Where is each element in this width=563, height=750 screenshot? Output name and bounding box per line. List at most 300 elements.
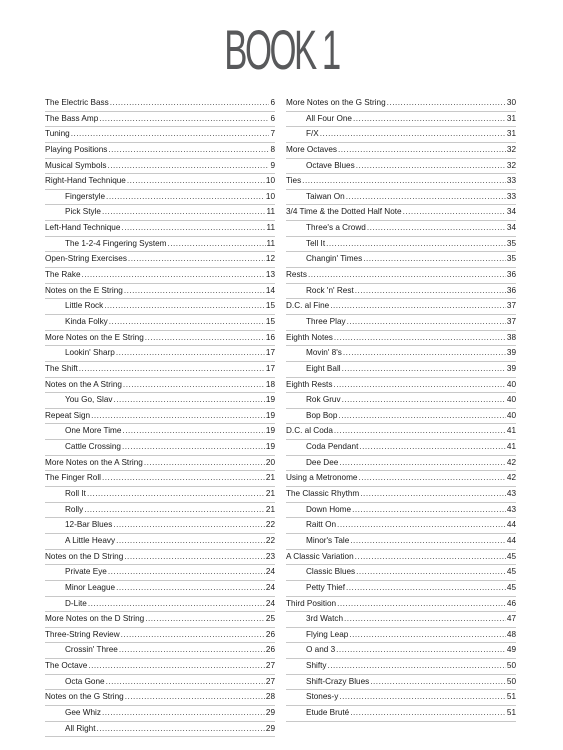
toc-entry-page-number: 34 [506,207,516,217]
toc-entry-page-number: 12 [265,254,275,264]
toc-entry[interactable] [45,331,275,347]
toc-entry[interactable] [45,378,275,394]
toc-entry-title: D.C. al Coda [286,426,333,436]
toc-entry[interactable] [286,643,516,659]
toc-entry-title: One More Time [65,426,122,436]
toc-entry-title: The Octave [45,661,88,671]
toc-entry-page-number: 40 [506,379,516,389]
toc-entry-page-number: 17 [265,363,275,373]
dot-leader [334,424,506,439]
toc-entry-page-number: 31 [506,113,516,123]
toc-entry-page-number: 17 [265,348,275,358]
dot-leader [102,706,265,721]
toc-entry-page-number: 13 [265,270,275,280]
toc-entry-title: The 1-2-4 Fingering System [65,238,167,248]
toc-entry[interactable] [286,299,516,315]
toc-entry-page-number: 10 [265,191,275,201]
toc-entry-title: Dee Dee [306,457,339,467]
dot-leader [334,331,506,346]
toc-entry[interactable] [45,659,275,675]
dot-leader [308,268,506,283]
toc-entry[interactable] [286,362,516,378]
toc-entry-page-number: 37 [506,301,516,311]
dot-leader [116,346,265,361]
toc-entry[interactable] [45,690,275,706]
toc-entry-title: More Notes on the D String [45,614,145,624]
toc-entry-title: Roll It [65,489,86,499]
toc-entry[interactable] [286,440,516,456]
toc-entry[interactable] [286,378,516,394]
dot-leader [336,643,506,658]
dot-leader [359,440,506,455]
toc-entry-title: Musical Symbols [45,160,107,170]
dot-leader [358,471,505,486]
toc-entry-title: 3rd Watch [306,614,344,624]
toc-entry[interactable] [286,503,516,519]
toc-entry-page-number: 37 [506,316,516,326]
dot-leader [344,612,506,627]
toc-entry-page-number: 34 [506,223,516,233]
toc-entry[interactable] [45,565,275,581]
dot-leader [99,112,269,127]
dot-leader [116,534,265,549]
toc-entry-title: Classic Blues [306,567,356,577]
toc-entry-page-number: 29 [265,707,275,717]
toc-entry-page-number: 45 [506,567,516,577]
toc-entry-title: All Right [65,723,96,733]
toc-entry-page-number: 18 [265,379,275,389]
toc-entry-page-number: 26 [265,629,275,639]
toc-entry-page-number: 24 [265,567,275,577]
toc-entry-page-number: 47 [506,614,516,624]
dot-leader [121,221,265,236]
dot-leader [104,299,265,314]
toc-entry[interactable] [286,471,516,487]
toc-entry-page-number: 11 [266,223,275,233]
dot-leader [387,96,506,111]
toc-entry-page-number: 19 [265,395,275,405]
toc-entry-title: All Four One [306,113,352,123]
toc-entry-title: The Classic Rhythm [286,489,360,499]
toc-entry[interactable] [286,127,516,143]
toc-entry[interactable] [286,690,516,706]
toc-entry-title: Rolly [65,504,84,514]
toc-entry[interactable] [45,550,275,566]
dot-leader [370,675,506,690]
dot-leader [125,690,265,705]
toc-entry[interactable] [45,581,275,597]
toc-entry[interactable] [286,550,516,566]
toc-entry[interactable] [45,174,275,190]
toc-entry-page-number: 43 [506,504,516,514]
toc-entry-title: Minor League [65,582,116,592]
toc-entry-page-number: 26 [265,645,275,655]
toc-entry-title: The Rake [45,270,81,280]
toc-entry[interactable] [286,96,516,112]
toc-entry-page-number: 19 [265,442,275,452]
toc-entry[interactable] [286,534,516,550]
dot-leader [128,252,265,267]
toc-entry[interactable] [45,612,275,628]
toc-entry-title: Octa Gone [65,676,105,686]
toc-entry[interactable] [45,346,275,362]
toc-entry-page-number: 11 [266,207,275,217]
toc-entry[interactable] [45,315,275,331]
dot-leader [79,362,265,377]
dot-leader [355,284,506,299]
toc-entry[interactable] [286,675,516,691]
toc-entry-title: Changin' Times [306,254,363,264]
toc-entry[interactable] [286,237,516,253]
toc-entry[interactable] [45,268,275,284]
dot-leader [347,315,506,330]
dot-leader [122,424,264,439]
dot-leader [346,190,506,205]
toc-entry[interactable] [45,143,275,159]
toc-entry-title: Using a Metronome [286,473,358,483]
toc-entry-page-number: 42 [506,457,516,467]
toc-entry-title: Notes on the A String [45,379,122,389]
toc-entry-page-number: 38 [506,332,516,342]
toc-entry[interactable] [45,190,275,206]
toc-entry[interactable] [45,409,275,425]
toc-entry-title: Third Position [286,598,337,608]
toc-entry-page-number: 19 [265,426,275,436]
toc-entry-page-number: 35 [506,238,516,248]
toc-entry[interactable] [286,190,516,206]
toc-entry[interactable] [286,205,516,221]
toc-entry-page-number: 30 [506,98,516,107]
dot-leader [127,174,265,189]
toc-entry-title: Open-String Exercises [45,254,127,264]
toc-entry-page-number: 46 [506,598,516,608]
toc-entry-page-number: 21 [265,504,275,514]
toc-entry[interactable] [286,424,516,440]
dot-leader [339,690,506,705]
toc-entry-title: Fingerstyle [65,191,106,201]
toc-entry-title: Cattle Crossing [65,442,121,452]
toc-entry[interactable] [286,284,516,300]
dot-leader [108,565,265,580]
toc-entry[interactable] [45,96,275,112]
toc-entry-title: Three's a Crowd [306,223,366,233]
dot-leader [116,581,265,596]
toc-entry[interactable] [45,503,275,519]
toc-entry-title: Etude Bruté [306,707,350,717]
toc-entry-title: Notes on the G String [45,692,124,702]
dot-leader [339,456,506,471]
dot-leader [145,612,265,627]
toc-entry-title: Rests [286,270,307,280]
toc-entry[interactable] [45,643,275,659]
toc-entry[interactable] [286,252,516,268]
toc-entry-page-number: 43 [506,489,516,499]
toc-entry[interactable] [45,706,275,722]
toc-entry-title: Pick Style [65,207,101,217]
toc-entry-page-number: 11 [266,238,275,248]
toc-entry[interactable] [286,346,516,362]
dot-leader [337,597,506,612]
toc-entry[interactable] [286,581,516,597]
toc-entry-title: Petty Thief [306,582,345,592]
dot-leader [338,143,506,158]
toc-entry-page-number: 40 [506,410,516,420]
toc-entry-page-number: 27 [265,676,275,686]
dot-leader [121,628,265,643]
dot-leader [106,190,265,205]
toc-entry-page-number: 41 [506,442,516,452]
toc-entry-title: Gee Whiz [65,707,101,717]
dot-leader [144,456,265,471]
toc-entry[interactable] [45,237,275,253]
toc-entry-title: Stones-y [306,692,339,702]
dot-leader [350,706,506,721]
toc-entry[interactable] [45,487,275,503]
toc-entry-title: Bop Bop [306,410,338,420]
dot-leader [84,503,265,518]
toc-entry-title: The Finger Roll [45,473,101,483]
toc-entry[interactable] [286,612,516,628]
toc-entry-page-number: 19 [265,410,275,420]
dot-leader [353,112,506,127]
dot-leader [343,346,506,361]
toc-entry[interactable] [45,112,275,128]
toc-entry-title: Left-Hand Technique [45,223,121,233]
dot-leader [302,174,506,189]
toc-entry-title: Shift-Crazy Blues [306,676,370,686]
toc-entry-title: Octave Blues [306,160,355,170]
toc-entry-title: Right-Hand Technique [45,176,126,186]
toc-entry-page-number: 51 [506,692,516,702]
toc-entry-page-number: 25 [265,614,275,624]
dot-leader [110,96,270,111]
toc-entry[interactable] [45,393,275,409]
toc-entry[interactable] [45,440,275,456]
toc-entry[interactable] [45,284,275,300]
toc-entry-page-number: 6 [270,113,275,123]
toc-entry[interactable] [286,112,516,128]
toc-entry-page-number: 20 [265,457,275,467]
toc-entry-title: The Shift [45,363,78,373]
toc-entry[interactable] [45,159,275,175]
toc-entry-title: Taiwan On [306,191,345,201]
dot-leader [327,659,505,674]
toc-entry-title: Tell It [306,238,326,248]
page-title: BOOK 1 [224,18,339,81]
toc-entry[interactable] [286,174,516,190]
toc-entry[interactable] [45,205,275,221]
toc-entry-page-number: 36 [506,285,516,295]
toc-entry-title: Ties [286,176,302,186]
toc-entry[interactable] [286,159,516,175]
dot-leader [330,299,506,314]
toc-entry[interactable] [45,518,275,534]
toc-entry-title: Lookin' Sharp [65,348,115,358]
dot-leader [102,205,266,220]
dot-leader [337,518,506,533]
dot-leader [102,471,265,486]
toc-entry-page-number: 45 [506,582,516,592]
toc-entry-title: Notes on the E String [45,285,123,295]
dot-leader [350,534,506,549]
dot-leader [333,378,505,393]
toc-entry-page-number: 15 [265,301,275,311]
toc-entry[interactable] [45,597,275,613]
toc-entry-title: A Classic Variation [286,551,354,561]
toc-entry-page-number: 21 [265,473,275,483]
toc-entry[interactable] [45,456,275,472]
toc-entry[interactable] [45,127,275,143]
dot-leader [349,628,506,643]
toc-entry[interactable] [286,659,516,675]
toc-entry-page-number: 15 [265,316,275,326]
dot-leader [356,565,506,580]
toc-entry-title: D-Lite [65,598,87,608]
dot-leader [355,550,506,565]
dot-leader [88,659,265,674]
toc-entry[interactable] [286,456,516,472]
toc-entry-title: D.C. al Fine [286,301,330,311]
toc-entry[interactable] [286,518,516,534]
dot-leader [360,487,506,502]
toc-entry-page-number: 36 [506,270,516,280]
toc-entry-title: F/X [306,129,319,139]
toc-entry[interactable] [45,471,275,487]
toc-entry[interactable] [45,628,275,644]
toc-entry-title: Shifty [306,661,327,671]
toc-entry-title: Playing Positions [45,144,108,154]
dot-leader [107,159,269,174]
toc-entry-page-number: 51 [506,707,516,717]
toc-entry[interactable] [286,143,516,159]
toc-entry[interactable] [45,221,275,237]
toc-entry[interactable] [286,597,516,613]
toc-entry-page-number: 49 [506,645,516,655]
toc-entry-title: Three-String Review [45,629,120,639]
toc-entry-page-number: 14 [265,285,275,295]
dot-leader [114,393,265,408]
dot-leader [109,315,265,330]
toc-entry-page-number: 31 [506,129,516,139]
toc-entry-title: More Notes on the G String [286,98,386,107]
toc-entry-title: Eighth Rests [286,379,333,389]
dot-leader [91,409,265,424]
toc-entry-title: Little Rock [65,301,104,311]
toc-entry[interactable] [286,409,516,425]
toc-entry-page-number: 41 [506,426,516,436]
toc-entry-page-number: 28 [265,692,275,702]
dot-leader [363,252,506,267]
toc-entry-title: Raitt On [306,520,337,530]
toc-right-column [286,96,516,722]
toc-entry-title: Down Home [306,504,352,514]
dot-leader [342,393,506,408]
toc-entry-page-number: 42 [506,473,516,483]
toc-entry[interactable] [45,252,275,268]
dot-leader [320,127,506,142]
dot-leader [88,597,265,612]
toc-entry-title: You Go, Slav [65,395,113,405]
toc-entry-title: 3/4 Time & the Dotted Half Note [286,207,402,217]
toc-entry-page-number: 32 [506,160,516,170]
dot-leader [71,127,270,142]
toc-entry-title: A Little Heavy [65,535,116,545]
dot-leader [97,722,265,737]
toc-entry[interactable] [286,628,516,644]
toc-entry-title: Coda Pendant [306,442,359,452]
toc-entry-page-number: 44 [506,520,516,530]
toc-entry[interactable] [45,362,275,378]
toc-entry-page-number: 29 [265,723,275,733]
toc-entry-title: Kinda Folky [65,316,108,326]
toc-entry[interactable] [45,424,275,440]
toc-entry[interactable] [286,221,516,237]
toc-entry[interactable] [286,315,516,331]
toc-entry[interactable] [45,299,275,315]
toc-entry-title: Tuning [45,129,70,139]
toc-entry-page-number: 33 [506,176,516,186]
dot-leader [367,221,506,236]
dot-leader [119,643,265,658]
toc-entry-page-number: 22 [265,535,275,545]
dot-leader [403,205,506,220]
toc-entry[interactable] [286,565,516,581]
dot-leader [342,362,506,377]
toc-entry[interactable] [286,268,516,284]
toc-entry-title: Crossin' Three [65,645,118,655]
toc-entry-page-number: 16 [265,332,275,342]
toc-entry-title: More Notes on the A String [45,457,143,467]
toc-entry-title: 12-Bar Blues [65,520,113,530]
toc-entry-page-number: 21 [265,489,275,499]
toc-entry-page-number: 44 [506,535,516,545]
toc-entry-title: Rock 'n' Rest [306,285,354,295]
toc-entry[interactable] [286,331,516,347]
toc-entry-title: Rok Gruv [306,395,341,405]
dot-leader [145,331,265,346]
toc-entry-title: More Octaves [286,144,337,154]
toc-entry-page-number: 39 [506,363,516,373]
dot-leader [326,237,506,252]
toc-entry[interactable] [286,706,516,722]
toc-entry-title: The Electric Bass [45,98,109,107]
toc-entry[interactable] [45,534,275,550]
toc-entry[interactable] [45,675,275,691]
toc-entry[interactable] [286,393,516,409]
toc-entry-title: Repeat Sign [45,410,91,420]
toc-entry-page-number: 22 [265,520,275,530]
toc-entry-title: The Bass Amp [45,113,99,123]
toc-entry-page-number: 27 [265,661,275,671]
toc-entry-page-number: 50 [506,676,516,686]
toc-entry-page-number: 9 [270,160,275,170]
toc-left-column [45,96,275,737]
toc-entry-page-number: 50 [506,661,516,671]
toc-entry[interactable] [45,722,275,738]
toc-entry-page-number: 8 [270,144,275,154]
toc-entry-title: Eighth Notes [286,332,333,342]
toc-entry-title: O and 3 [306,645,336,655]
dot-leader [352,503,506,518]
toc-entry-page-number: 23 [265,551,275,561]
toc-entry-title: Minor's Tale [306,535,350,545]
toc-entry[interactable] [286,487,516,503]
toc-entry-page-number: 40 [506,395,516,405]
toc-entry-title: Notes on the D String [45,551,124,561]
dot-leader [123,378,265,393]
toc-entry-title: Private Eye [65,567,107,577]
dot-leader [124,284,265,299]
